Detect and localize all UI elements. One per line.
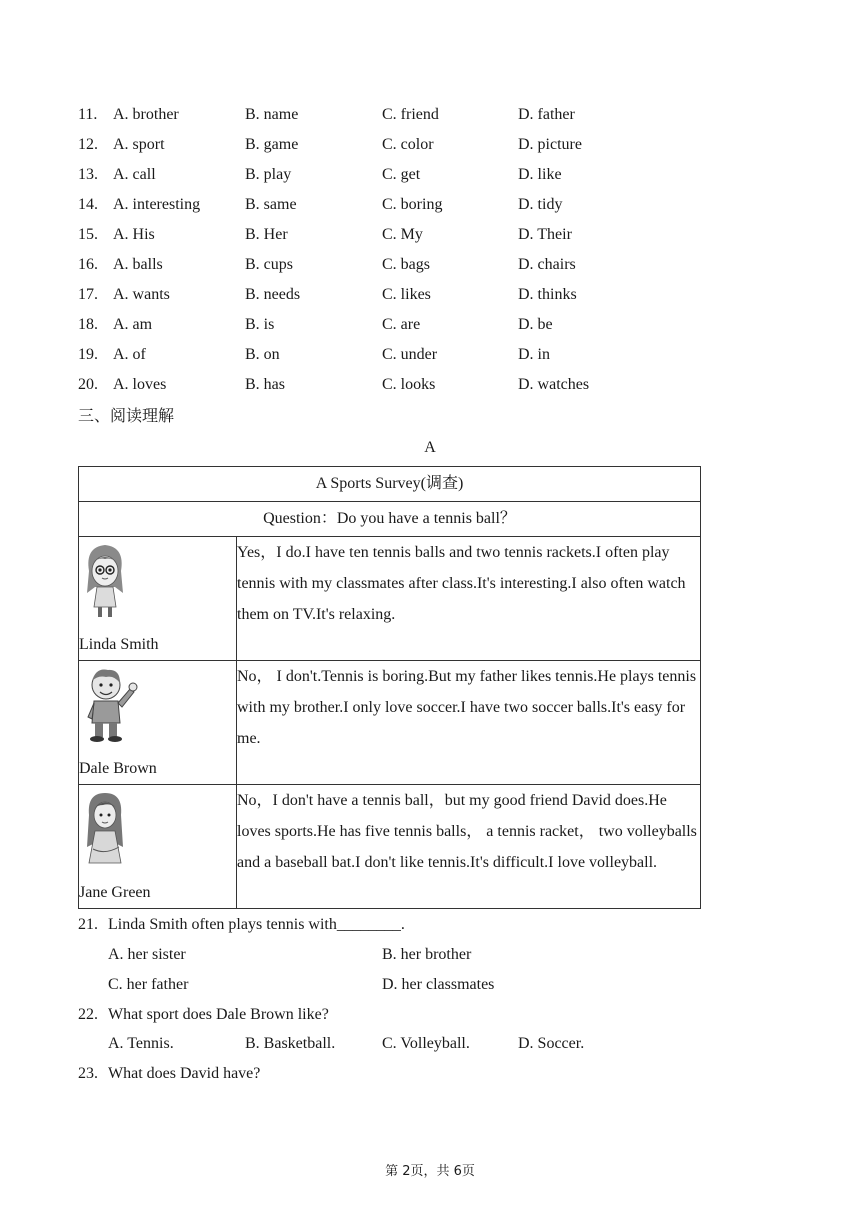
option-d: D. picture	[518, 136, 582, 153]
question-number: 15.	[78, 226, 98, 243]
question-number: 12.	[78, 136, 98, 153]
survey-question: Question：Do you have a tennis ball？	[79, 502, 701, 537]
option-c: C. get	[382, 166, 421, 183]
person-name: Dale Brown	[79, 760, 157, 777]
option-a: A. Tennis.	[108, 1035, 174, 1052]
option-a: A. her sister	[108, 946, 186, 963]
survey-table	[78, 466, 701, 909]
option-b: B. cups	[245, 256, 293, 273]
survey-row	[79, 661, 701, 785]
option-c: C. looks	[382, 376, 436, 393]
survey-row	[79, 537, 701, 661]
option-c: C. friend	[382, 106, 439, 123]
question-number: 20.	[78, 376, 98, 393]
option-c: C. Volleyball.	[382, 1035, 470, 1052]
option-d: D. in	[518, 346, 550, 363]
person-answer: No，I don't have a tennis ball，but my good friend David does.He loves sports.He has five tennis balls， a tennis racket， two volleyballs and a baseball bat.I don't like tennis.It's difficult.I love volleyball.	[237, 785, 701, 909]
option-a: A. His	[113, 226, 155, 243]
question-number: 21.	[78, 916, 98, 933]
option-d: D. her classmates	[382, 976, 495, 993]
option-c: C. boring	[382, 196, 443, 213]
option-a: A. sport	[113, 136, 165, 153]
option-a: A. am	[113, 316, 153, 333]
option-a: A. wants	[113, 286, 170, 303]
option-d: D. be	[518, 316, 553, 333]
option-a: A. loves	[113, 376, 167, 393]
option-a: A. balls	[113, 256, 163, 273]
girl-long-hair-illustration	[81, 789, 129, 869]
option-b: B. Her	[245, 226, 288, 243]
option-c: C. under	[382, 346, 438, 363]
option-b: B. Basketball.	[245, 1035, 336, 1052]
question-text: What sport does Dale Brown like?	[108, 1006, 329, 1023]
person-answer: Yes，I do.I have ten tennis balls and two tennis rackets.I often play tennis with my classmates after class.It's interesting.I also often watch them on TV.It's relaxing.	[237, 537, 701, 661]
question-number: 14.	[78, 196, 98, 213]
question-number: 13.	[78, 166, 98, 183]
option-b: B. her brother	[382, 946, 472, 963]
passage-letter: A	[424, 439, 436, 456]
option-d: D. Soccer.	[518, 1035, 585, 1052]
question-number: 16.	[78, 256, 98, 273]
person-answer: No， I don't.Tennis is boring.But my father likes tennis.He plays tennis with my brother.I only love soccer.I have two soccer balls.It's easy for me.	[237, 661, 701, 785]
question-number: 11.	[78, 106, 98, 123]
option-b: B. game	[245, 136, 299, 153]
option-d: D. like	[518, 166, 562, 183]
option-b: B. is	[245, 316, 275, 333]
option-d: D. watches	[518, 376, 590, 393]
question-number: 18.	[78, 316, 98, 333]
option-a: A. brother	[113, 106, 179, 123]
survey-title: A Sports Survey(调查)	[79, 467, 701, 502]
option-d: D. tidy	[518, 196, 563, 213]
option-b: B. on	[245, 346, 280, 363]
person-cell	[79, 661, 237, 785]
question-number: 19.	[78, 346, 98, 363]
person-name: Linda Smith	[79, 636, 159, 653]
option-d: D. Their	[518, 226, 572, 243]
option-c: C. color	[382, 136, 434, 153]
option-a: A. call	[113, 166, 156, 183]
option-c: C. My	[382, 226, 423, 243]
question-text: Linda Smith often plays tennis with________.	[108, 916, 405, 933]
option-b: B. name	[245, 106, 299, 123]
option-c: C. likes	[382, 286, 431, 303]
question-number: 17.	[78, 286, 98, 303]
option-c: C. bags	[382, 256, 430, 273]
waving-boy-illustration	[81, 665, 143, 745]
page-footer: 第 2页，共 6页	[385, 1164, 475, 1179]
person-cell	[79, 537, 237, 661]
option-b: B. has	[245, 376, 285, 393]
option-d: D. chairs	[518, 256, 576, 273]
option-b: B. needs	[245, 286, 301, 303]
option-d: D. thinks	[518, 286, 577, 303]
question-number: 23.	[78, 1065, 98, 1082]
question-number: 22.	[78, 1006, 98, 1023]
option-a: A. of	[113, 346, 146, 363]
option-b: B. play	[245, 166, 292, 183]
question-text: What does David have?	[108, 1065, 261, 1082]
option-d: D. father	[518, 106, 575, 123]
section-title: 三、阅读理解	[78, 406, 175, 425]
survey-row	[79, 785, 701, 909]
option-a: A. interesting	[113, 196, 201, 213]
option-c: C. are	[382, 316, 421, 333]
girl-glasses-illustration	[81, 541, 129, 621]
option-c: C. her father	[108, 976, 189, 993]
person-cell	[79, 785, 237, 909]
option-b: B. same	[245, 196, 297, 213]
person-name: Jane Green	[79, 884, 151, 901]
